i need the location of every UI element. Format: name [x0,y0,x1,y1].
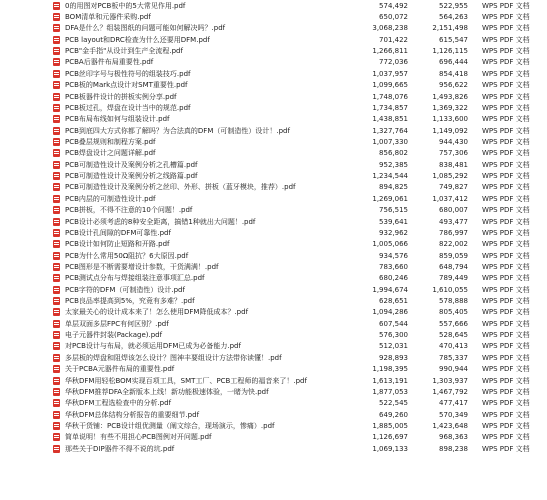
file-size: 932,962 [379,228,408,237]
file-packed-size: 786,997 [439,228,468,237]
file-row[interactable] [0,239,547,250]
file-packed-size: 968,363 [439,433,468,442]
file-packed-size: 822,002 [439,240,468,249]
file-packed-size: 789,449 [439,274,468,283]
file-row[interactable] [0,102,547,113]
file-type: WPS PDF 文档 [482,376,530,385]
file-name[interactable]: PCB叠层规则和制程方案.pdf [65,137,156,146]
file-name[interactable]: PCB拼板，不得不注意的10个问题！.pdf [65,206,193,215]
pdf-file-icon [53,104,60,112]
file-packed-size: 1,085,292 [432,172,468,181]
file-type: WPS PDF 文档 [482,47,530,56]
file-size: 1,234,544 [372,172,408,181]
file-type: WPS PDF 文档 [482,365,530,374]
file-name[interactable]: PCB板的Mark点设计对SMT重要性.pdf [65,81,188,90]
file-type: WPS PDF 文档 [482,58,530,67]
file-size: 1,094,286 [372,308,408,317]
file-size: 701,422 [379,35,408,44]
pdf-file-icon [53,252,60,260]
file-type: WPS PDF 文档 [482,137,530,146]
file-name[interactable]: 华秋DFM总体结构分析报告的重要细节.pdf [65,410,200,419]
file-name[interactable]: PCB可制造性设计及案例分析之线路篇.pdf [65,172,198,181]
file-type: WPS PDF 文档 [482,217,530,226]
file-size: 628,651 [379,297,408,306]
file-name[interactable]: PCB layout和DRC检查为什么还要用DFM.pdf [65,35,210,44]
file-packed-size: 1,133,600 [432,115,468,124]
file-packed-size: 493,477 [439,217,468,226]
file-packed-size: 564,263 [439,13,468,22]
file-packed-size: 570,349 [439,410,468,419]
file-size: 1,734,857 [372,103,408,112]
pdf-file-icon [53,445,60,453]
file-type: WPS PDF 文档 [482,240,530,249]
pdf-file-icon [53,263,60,271]
file-name[interactable]: 太家最关心的设计成本来了！怎么使用DFM降低成本？.pdf [65,308,249,317]
file-type: WPS PDF 文档 [482,433,530,442]
file-row[interactable] [0,57,547,68]
file-row[interactable] [0,68,547,79]
file-row[interactable] [0,216,547,227]
file-size: 1,005,066 [372,240,408,249]
file-size: 1,269,061 [372,194,408,203]
file-type: WPS PDF 文档 [482,1,530,10]
file-size: 649,260 [379,410,408,419]
file-name[interactable]: PCB图形是不断需要增设计参数，干货满满！.pdf [65,262,219,271]
file-name[interactable]: 华秋DFM用轻松BOM实现百项工具，SMT工厂、PCB工程师的福音来了！.pdf [65,376,307,385]
file-row[interactable] [0,136,547,147]
file-size: 952,385 [379,160,408,169]
file-packed-size: 898,238 [439,444,468,453]
file-name[interactable]: PCB到底四大方式你都了解吗？为合法真的DFM（可制造性）设计！.pdf [65,126,290,135]
file-packed-size: 838,481 [439,160,468,169]
pdf-file-icon [53,342,60,350]
file-name[interactable]: PCBA后器件布局重要性.pdf [65,58,154,67]
file-packed-size: 1,493,826 [432,92,468,101]
file-name[interactable]: DFA是什么？组装图纸的问题可能如何解决吗？.pdf [65,24,226,33]
pdf-file-icon [53,331,60,339]
file-packed-size: 522,955 [439,1,468,10]
pdf-file-icon [53,24,60,32]
file-type: WPS PDF 文档 [482,81,530,90]
file-size: 522,545 [379,399,408,408]
file-row[interactable] [0,0,547,11]
file-name[interactable]: 对PCB设计与布局，就必须运用DFM已成为必备能力.pdf [65,342,241,351]
pdf-file-icon [53,161,60,169]
file-size: 1,994,674 [372,285,408,294]
file-name[interactable]: PCB板器件设计的拼板实例分享.pdf [65,92,177,101]
pdf-file-icon [53,2,60,10]
pdf-file-icon [53,365,60,373]
pdf-file-icon [53,138,60,146]
file-type: WPS PDF 文档 [482,444,530,453]
file-type: WPS PDF 文档 [482,331,530,340]
pdf-file-icon [53,58,60,66]
file-type: WPS PDF 文档 [482,410,530,419]
file-name[interactable]: 0的用图对PCB板中的5大常见作用.pdf [65,1,186,10]
file-packed-size: 1,149,092 [432,126,468,135]
pdf-file-icon [53,36,60,44]
file-size: 772,036 [379,58,408,67]
file-row[interactable] [0,227,547,238]
file-type: WPS PDF 文档 [482,342,530,351]
file-size: 1,099,665 [372,81,408,90]
file-size: 1,885,005 [372,421,408,430]
file-type: WPS PDF 文档 [482,194,530,203]
file-size: 650,072 [379,13,408,22]
file-name[interactable]: PCB设计孔间隙的DFM可靠性.pdf [65,228,171,237]
file-name[interactable]: PCB测试点分布与焊接组装注意事项汇总.pdf [65,274,205,283]
file-name[interactable]: 电子元器件封装(Package).pdf [65,331,163,340]
file-type: WPS PDF 文档 [482,251,530,260]
file-type: WPS PDF 文档 [482,35,530,44]
file-row[interactable] [0,273,547,284]
file-row[interactable] [0,193,547,204]
file-row[interactable] [0,443,547,454]
file-row[interactable] [0,23,547,34]
file-name[interactable]: PCB焊盘设计之问题详解.pdf [65,149,156,158]
file-packed-size: 1,126,115 [432,47,468,56]
file-name[interactable]: 单层双面多层FPC有何区别？.pdf [65,319,169,328]
file-packed-size: 680,007 [439,206,468,215]
file-name[interactable]: PCB良品率提高到5%，究竟有多难？.pdf [65,297,195,306]
file-packed-size: 859,059 [439,251,468,260]
file-size: 1,748,076 [372,92,408,101]
file-size: 934,576 [379,251,408,260]
pdf-file-icon [53,354,60,362]
file-type: WPS PDF 文档 [482,319,530,328]
file-packed-size: 805,405 [439,308,468,317]
pdf-file-icon [53,274,60,282]
pdf-file-icon [53,127,60,135]
file-name[interactable]: PCB字符的DFM（可制造性）设计.pdf [65,285,185,294]
pdf-file-icon [53,81,60,89]
file-name[interactable]: 多层板的焊盘和阻焊该怎么设计？图神丰要组设计方法带你读懂！.pdf [65,353,282,362]
file-name[interactable]: PCB"金手指"从设计到生产全流程.pdf [65,47,183,56]
file-size: 680,246 [379,274,408,283]
file-type: WPS PDF 文档 [482,285,530,294]
file-packed-size: 1,303,937 [432,376,468,385]
file-name[interactable]: PCB为什么常用50Ω阻抗？6大原因.pdf [65,251,189,260]
pdf-file-icon [53,411,60,419]
file-type: WPS PDF 文档 [482,274,530,283]
file-size: 1,198,395 [372,365,408,374]
file-name[interactable]: 华秋干货铺：PCB设计组优测量（阐文综合，现场演示，惨痛）.pdf [65,421,275,430]
file-packed-size: 470,413 [439,342,468,351]
file-packed-size: 944,430 [439,137,468,146]
file-packed-size: 557,666 [439,319,468,328]
file-packed-size: 990,944 [439,365,468,374]
file-row[interactable] [0,318,547,329]
file-row[interactable] [0,386,547,397]
pdf-file-icon [53,399,60,407]
pdf-file-icon [53,422,60,430]
file-type: WPS PDF 文档 [482,160,530,169]
file-size: 607,544 [379,319,408,328]
file-type: WPS PDF 文档 [482,228,530,237]
file-size: 539,641 [379,217,408,226]
file-size: 1,037,957 [372,69,408,78]
file-type: WPS PDF 文档 [482,24,530,33]
file-type: WPS PDF 文档 [482,353,530,362]
file-name[interactable]: 华秋DFM工程选检查中的分析.pdf [65,399,172,408]
file-row[interactable] [0,159,547,170]
file-size: 1,877,053 [372,387,408,396]
file-size: 894,825 [379,183,408,192]
file-type: WPS PDF 文档 [482,421,530,430]
file-packed-size: 615,547 [439,35,468,44]
file-row[interactable] [0,284,547,295]
pdf-file-icon [53,308,60,316]
pdf-file-icon [53,377,60,385]
file-name[interactable]: PCB布局布线如何与组装设计.pdf [65,115,170,124]
file-type: WPS PDF 文档 [482,399,530,408]
file-name[interactable]: BOM清单和元器件采购.pdf [65,13,151,22]
file-row[interactable] [0,307,547,318]
file-packed-size: 477,417 [439,399,468,408]
file-name[interactable]: 简单说明！有些不用担心PCB图例对开问题.pdf [65,433,212,442]
file-size: 1,007,330 [372,137,408,146]
file-row[interactable] [0,250,547,261]
file-name[interactable]: PCB设计如何防止短路和开路.pdf [65,240,170,249]
file-size: 3,068,238 [372,24,408,33]
file-row[interactable] [0,148,547,159]
file-row[interactable] [0,45,547,56]
file-row[interactable] [0,329,547,340]
file-row[interactable] [0,420,547,431]
file-row[interactable] [0,11,547,22]
file-row[interactable] [0,170,547,181]
pdf-file-icon [53,297,60,305]
file-row[interactable] [0,295,547,306]
file-type: WPS PDF 文档 [482,69,530,78]
pdf-file-icon [53,13,60,21]
file-row[interactable] [0,341,547,352]
file-type: WPS PDF 文档 [482,387,530,396]
file-packed-size: 785,337 [439,353,468,362]
file-type: WPS PDF 文档 [482,297,530,306]
file-row[interactable] [0,375,547,386]
file-type: WPS PDF 文档 [482,172,530,181]
file-type: WPS PDF 文档 [482,308,530,317]
file-row[interactable] [0,409,547,420]
file-row[interactable] [0,182,547,193]
file-size: 928,893 [379,353,408,362]
file-row[interactable] [0,114,547,125]
file-name[interactable]: PCB内层的可制造性设计.pdf [65,194,156,203]
pdf-file-icon [53,286,60,294]
file-packed-size: 1,369,322 [432,103,468,112]
file-packed-size: 1,610,055 [432,285,468,294]
file-type: WPS PDF 文档 [482,115,530,124]
file-type: WPS PDF 文档 [482,92,530,101]
pdf-file-icon [53,183,60,191]
file-packed-size: 648,794 [439,262,468,271]
file-row[interactable] [0,364,547,375]
pdf-file-icon [53,240,60,248]
file-packed-size: 696,444 [439,58,468,67]
file-row[interactable] [0,125,547,136]
file-name[interactable]: 那些关于DIP器件不得不说的坑.pdf [65,444,175,453]
file-row[interactable] [0,91,547,102]
file-name[interactable]: PCB板过孔，焊盘在设计当中的规范.pdf [65,103,191,112]
file-name[interactable]: PCB可制造性设计及案例分析之丝印、外形、拼板（蓝牙模块，推荐）.pdf [65,183,296,192]
file-type: WPS PDF 文档 [482,13,530,22]
file-size: 576,300 [379,331,408,340]
file-packed-size: 578,888 [439,297,468,306]
pdf-file-icon [53,218,60,226]
file-row[interactable] [0,34,547,45]
file-type: WPS PDF 文档 [482,103,530,112]
file-packed-size: 1,467,792 [432,387,468,396]
pdf-file-icon [53,229,60,237]
file-name[interactable]: 华秋DFM推荐DFA全新版本上线！新功能极速体验，一睹为快.pdf [65,387,269,396]
file-packed-size: 2,151,498 [432,24,468,33]
file-packed-size: 1,037,412 [432,194,468,203]
file-size: 783,660 [379,262,408,271]
pdf-file-icon [53,320,60,328]
file-size: 512,031 [379,342,408,351]
file-size: 756,515 [379,206,408,215]
file-row[interactable] [0,398,547,409]
file-packed-size: 854,418 [439,69,468,78]
file-row[interactable] [0,80,547,91]
pdf-file-icon [53,172,60,180]
pdf-file-icon [53,195,60,203]
file-type: WPS PDF 文档 [482,206,530,215]
pdf-file-icon [53,70,60,78]
file-row[interactable] [0,261,547,272]
file-name[interactable]: PCB丝印字号与极性符号的组装技巧.pdf [65,69,191,78]
file-packed-size: 749,827 [439,183,468,192]
file-size: 574,492 [379,1,408,10]
file-name[interactable]: 关于PCBA元器件布局的重要性.pdf [65,365,175,374]
file-name[interactable]: PCB设计必须考虑的8种安全距离，搞错1种就出大问题！.pdf [65,217,256,226]
file-size: 1,613,191 [372,376,408,385]
file-size: 1,327,764 [372,126,408,135]
file-row[interactable] [0,352,547,363]
pdf-file-icon [53,206,60,214]
pdf-file-icon [53,47,60,55]
file-packed-size: 956,622 [439,81,468,90]
pdf-file-icon [53,433,60,441]
file-size: 1,438,851 [372,115,408,124]
file-size: 856,802 [379,149,408,158]
file-packed-size: 528,645 [439,331,468,340]
pdf-file-icon [53,93,60,101]
file-packed-size: 757,306 [439,149,468,158]
file-packed-size: 1,423,648 [432,421,468,430]
file-type: WPS PDF 文档 [482,262,530,271]
file-type: WPS PDF 文档 [482,183,530,192]
pdf-file-icon [53,149,60,157]
file-size: 1,266,811 [372,47,408,56]
file-size: 1,126,697 [372,433,408,442]
file-name[interactable]: PCB可制造性设计及案例分析之孔槽篇.pdf [65,160,198,169]
file-row[interactable] [0,204,547,215]
pdf-file-icon [53,115,60,123]
file-row[interactable] [0,432,547,443]
file-size: 1,069,133 [372,444,408,453]
pdf-file-icon [53,388,60,396]
file-type: WPS PDF 文档 [482,126,530,135]
file-type: WPS PDF 文档 [482,149,530,158]
